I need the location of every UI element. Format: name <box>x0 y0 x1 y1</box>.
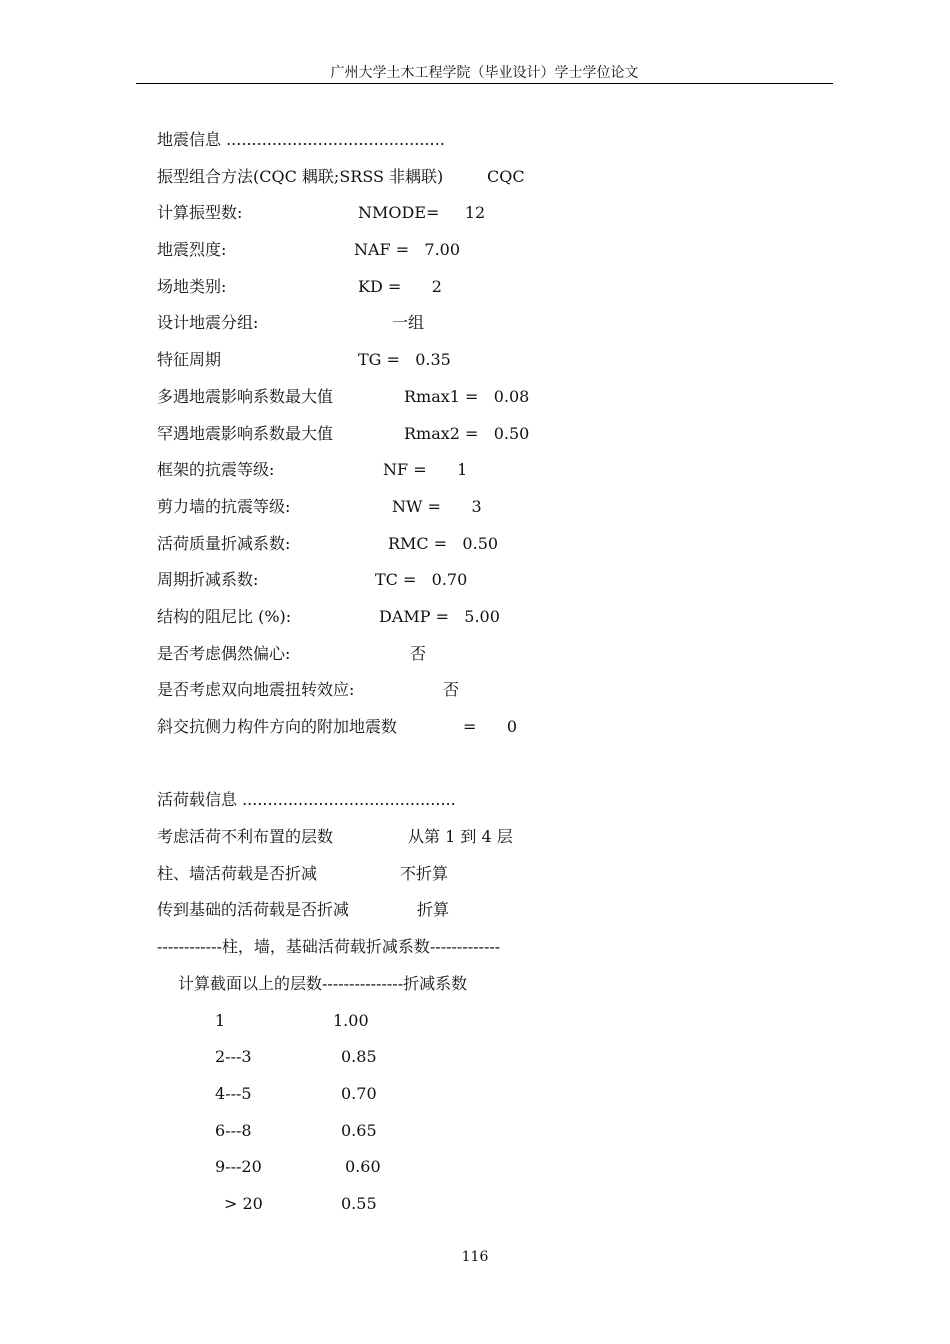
reduction-floors: 9---20 <box>215 1157 262 1176</box>
seismic-value-modes: NMODE= 12 <box>358 203 486 222</box>
reduction-factor: 0.70 <box>341 1084 377 1103</box>
reduction-factor: 0.55 <box>341 1194 377 1213</box>
seismic-value-site: KD = 2 <box>358 277 442 296</box>
seismic-label-bidirectional: 是否考虑双向地震扭转效应: <box>157 680 355 699</box>
seismic-value-period: TG = 0.35 <box>358 350 451 369</box>
seismic-value-group: 一组 <box>392 313 425 332</box>
page-number: 116 <box>461 1249 489 1265</box>
live-load-label-layout: 考虑活荷不利布置的层数 <box>157 827 334 846</box>
reduction-floors: > 20 <box>224 1194 263 1213</box>
seismic-label-eccentric: 是否考虑偶然偏心: <box>157 644 291 663</box>
reduction-factor: 0.85 <box>341 1047 377 1066</box>
reduction-floors: 6---8 <box>215 1121 252 1140</box>
seismic-label-modes: 计算振型数: <box>157 203 243 222</box>
reduction-factor: 0.65 <box>341 1121 377 1140</box>
seismic-label-period: 特征周期 <box>157 350 222 369</box>
seismic-label-group: 设计地震分组: <box>157 313 259 332</box>
seismic-label-tc: 周期折减系数: <box>157 570 259 589</box>
live-load-label-column-wall: 柱、墙活荷载是否折减 <box>157 864 318 883</box>
seismic-value-eccentric: 否 <box>410 644 427 663</box>
live-load-value-layout: 从第 1 到 4 层 <box>408 827 513 846</box>
seismic-label-rmax1: 多遇地震影响系数最大值 <box>157 387 334 406</box>
seismic-label-additional: 斜交抗侧力构件方向的附加地震数 <box>157 717 398 736</box>
seismic-value-additional: = 0 <box>463 717 518 736</box>
seismic-value-combination: CQC <box>487 167 525 186</box>
reduction-table-header: 计算截面以上的层数---------------折减系数 <box>178 974 468 993</box>
seismic-label-damping: 结构的阻尼比 (%): <box>157 607 292 626</box>
page-header: 广州大学土木工程学院（毕业设计）学士学位论文 <box>330 65 639 81</box>
seismic-heading: 地震信息 ........................................... <box>157 130 445 149</box>
reduction-factor: 0.60 <box>345 1157 381 1176</box>
seismic-value-rmax1: Rmax1 = 0.08 <box>404 387 530 406</box>
reduction-floors: 1 <box>215 1011 226 1030</box>
live-load-label-foundation: 传到基础的活荷载是否折减 <box>157 900 350 919</box>
live-load-value-column-wall: 不折算 <box>400 864 449 883</box>
seismic-value-bidirectional: 否 <box>443 680 460 699</box>
seismic-label-wall-grade: 剪力墙的抗震等级: <box>157 497 291 516</box>
seismic-label-intensity: 地震烈度: <box>157 240 227 259</box>
seismic-label-site: 场地类别: <box>157 277 227 296</box>
seismic-value-damping: DAMP = 5.00 <box>379 607 500 626</box>
live-load-heading: 活荷载信息 .......................................... <box>157 790 456 809</box>
reduction-floors: 4---5 <box>215 1084 252 1103</box>
seismic-value-wall-grade: NW = 3 <box>392 497 482 516</box>
seismic-value-intensity: NAF = 7.00 <box>354 240 461 259</box>
seismic-label-frame-grade: 框架的抗震等级: <box>157 460 275 479</box>
seismic-label-rmax2: 罕遇地震影响系数最大值 <box>157 424 334 443</box>
reduction-title: ------------柱，墙，基础活荷载折减系数------------- <box>157 937 501 956</box>
reduction-floors: 2---3 <box>215 1047 252 1066</box>
live-load-value-foundation: 折算 <box>417 900 450 919</box>
seismic-value-rmax2: Rmax2 = 0.50 <box>404 424 530 443</box>
seismic-value-tc: TC = 0.70 <box>375 570 468 589</box>
header-rule <box>136 83 833 84</box>
seismic-value-rmc: RMC = 0.50 <box>388 534 499 553</box>
reduction-factor: 1.00 <box>333 1011 369 1030</box>
seismic-value-frame-grade: NF = 1 <box>383 460 468 479</box>
seismic-label-rmc: 活荷质量折减系数: <box>157 534 291 553</box>
seismic-label-combination: 振型组合方法(CQC 耦联;SRSS 非耦联) <box>157 167 444 186</box>
